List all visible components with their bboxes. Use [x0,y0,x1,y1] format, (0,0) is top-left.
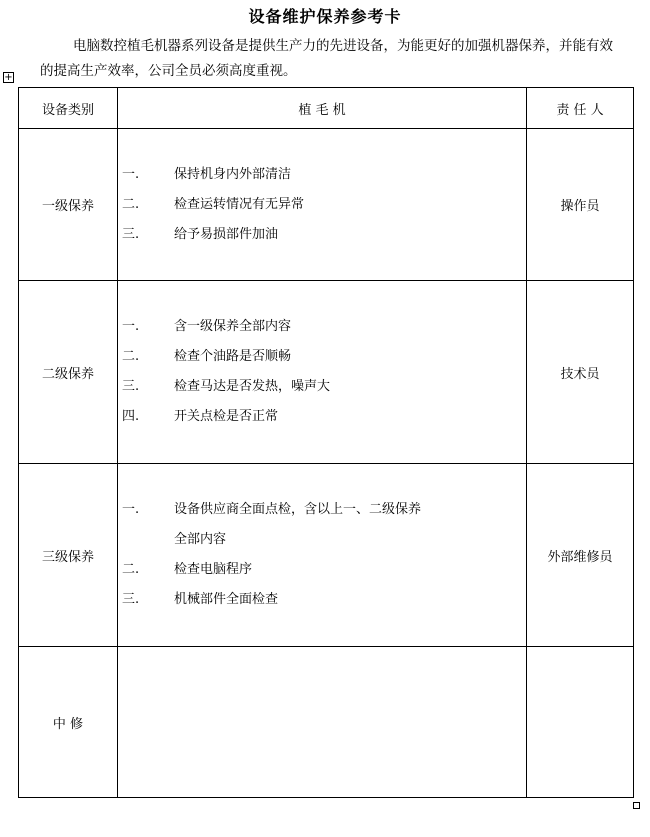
list-item [118,495,526,525]
items-cell [118,464,527,647]
header-machine: 植 毛 机 [118,88,527,129]
item-text: 检查电脑程序 [174,562,253,577]
table-row [19,281,634,464]
category-cell: 二级保养 [19,281,118,464]
items-cell [118,281,527,464]
item-text: 检查运转情况有无异常 [174,196,305,212]
item-number: 三. [122,379,140,394]
list-item [118,402,526,432]
item-text: 机械部件全面检查 [174,592,279,607]
owner-cell: 操作员 [527,129,634,281]
list-item [118,585,526,615]
header-category: 设备类别 [19,88,118,129]
items-cell [118,647,527,798]
item-text: 给予易损部件加油 [174,226,279,242]
table-row [19,647,634,798]
item-text: 含一级保养全部内容 [174,319,292,334]
item-text: 设备供应商全面点检，含以上一、二级保养 [174,502,422,517]
category-cell: 三级保养 [19,464,118,647]
item-number: 三. [122,592,140,607]
item-number: 一. [122,166,140,182]
list-item [118,555,526,585]
maintenance-table [18,87,634,798]
header-owner: 责 任 人 [527,88,634,129]
list-item [118,220,526,250]
owner-cell: 技术员 [527,281,634,464]
list-item [118,342,526,372]
list-item [118,160,526,190]
category-cell: 中 修 [19,647,118,798]
end-of-cell-mark-icon [633,802,640,809]
item-text: 检查个油路是否顺畅 [174,349,292,364]
item-text: 检查马达是否发热，噪声大 [174,379,331,394]
owner-cell: 外部维修员 [527,464,634,647]
item-number: 二. [122,196,140,212]
item-number: 四. [122,409,140,424]
list-item [118,312,526,342]
item-number: 一. [122,502,140,517]
item-number: 一. [122,319,140,334]
owner-cell [527,647,634,798]
page-title: 设备维护保养参考卡 [248,7,402,26]
table-row [19,464,634,647]
item-number: 二. [122,562,140,577]
items-cell [118,129,527,281]
item-continuation: 全部内容 [174,532,227,547]
item-number: 三. [122,226,140,242]
intro-paragraph: 电脑数控植毛机器系列设备是提供生产力的先进设备，为能更好的加强机器保养，并能有效的提高生产效率，公司全员必须高度重视。 [40,38,613,79]
move-handle-icon[interactable]: + [4,72,13,83]
table-row [19,129,634,281]
item-text: 保持机身内外部清洁 [174,166,292,182]
item-text: 开关点检是否正常 [174,409,279,424]
list-item [118,190,526,220]
list-item [118,372,526,402]
table-header-row [19,88,634,129]
item-number: 二. [122,349,140,364]
category-cell: 一级保养 [19,129,118,281]
